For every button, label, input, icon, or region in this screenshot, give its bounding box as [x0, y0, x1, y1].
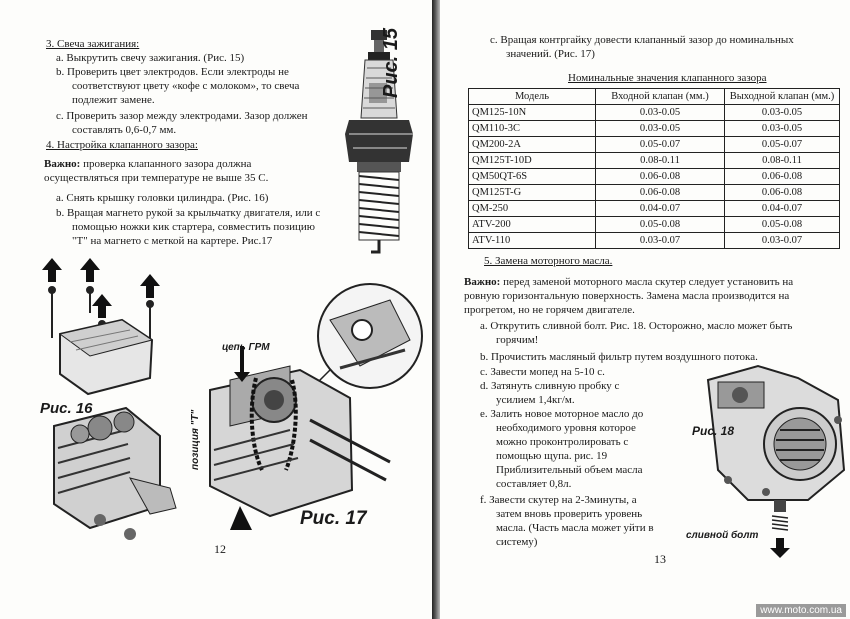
- c-item-line2: значений. (Рис. 17): [506, 48, 595, 60]
- cell-exhaust: 0.03-0.05: [725, 121, 840, 137]
- timing-chain-label: цепь ГРМ: [222, 342, 270, 353]
- s4-item-b-line1: b. Вращая магнето рукой за крыльчатку двигателя, или с: [56, 207, 321, 219]
- table-header-row: [469, 89, 840, 105]
- cell-intake: 0.05-0.07: [596, 137, 725, 153]
- table-row: [469, 105, 840, 121]
- table-row: [469, 201, 840, 217]
- oil-item-f-line4: систему): [496, 536, 538, 548]
- oil-item-e-line3: можно проконтролировать с: [496, 436, 629, 448]
- s3-item-b-line3: подлежит замене.: [72, 94, 155, 106]
- cell-exhaust: 0.04-0.07: [725, 201, 840, 217]
- oil-item-a-line2: горячим!: [496, 334, 539, 346]
- oil-item-b: b. Прочистить масляный фильтр путем воздушного потока.: [480, 351, 758, 363]
- oil-item-d-line2: усилием 1,4кг/м.: [496, 394, 575, 406]
- cell-intake: 0.06-0.08: [596, 185, 725, 201]
- oil-item-f-line2: затем вновь проверить уровень: [496, 508, 643, 520]
- c-item-line1: c. Вращая контргайку довести клапанный зазор до номинальных: [490, 34, 794, 46]
- page-number-right: 13: [654, 552, 666, 566]
- important-label: Важно:: [44, 158, 81, 170]
- cell-intake: 0.05-0.08: [596, 217, 725, 233]
- s4-item-b-line3: "T" на магнето с меткой на картере. Рис.17: [72, 235, 273, 247]
- cell-model: ATV-110: [469, 233, 596, 249]
- table-row: [469, 153, 840, 169]
- cell-exhaust: 0.06-0.08: [725, 169, 840, 185]
- table-title: Номинальные значения клапанного зазора: [568, 72, 767, 84]
- col-header-exhaust: Выходной клапан (мм.): [725, 89, 840, 105]
- cell-intake: 0.03-0.05: [596, 105, 725, 121]
- cell-model: QM-250: [469, 201, 596, 217]
- book-spine: [432, 0, 440, 619]
- cell-intake: 0.06-0.08: [596, 169, 725, 185]
- cell-intake: 0.03-0.05: [596, 121, 725, 137]
- cell-intake: 0.08-0.11: [596, 153, 725, 169]
- col-header-intake: Входной клапан (мм.): [596, 89, 725, 105]
- fig17-label: Рис. 17: [300, 508, 367, 529]
- oil-important-line3: прогретом, но не горячем двигателе.: [464, 304, 635, 316]
- table-row: [469, 137, 840, 153]
- cell-intake: 0.03-0.07: [596, 233, 725, 249]
- section-4-title: 4. Настройка клапанного зазора:: [46, 139, 198, 151]
- site-watermark: www.moto.com.ua: [756, 604, 846, 617]
- table-row: [469, 121, 840, 137]
- cell-exhaust: 0.03-0.05: [725, 105, 840, 121]
- cell-model: QM110-3C: [469, 121, 596, 137]
- cell-intake: 0.04-0.07: [596, 201, 725, 217]
- fig18-label: Рис. 18: [692, 424, 735, 438]
- oil-item-e-line2: необходимого уровня которое: [496, 422, 636, 434]
- cell-model: QM125-10N: [469, 105, 596, 121]
- oil-item-e-line6: составляет 0,8л.: [496, 478, 572, 490]
- oil-item-f-line1: f. Завести скутер на 2-3минуты, а: [480, 494, 637, 506]
- oil-important-line2: ровную горизонтальную поверхность. Замена масла производится на: [464, 290, 790, 302]
- valve-clearance-table: [468, 88, 840, 249]
- cell-exhaust: 0.05-0.07: [725, 137, 840, 153]
- oil-item-c: c. Завести мопед на 5-10 с.: [480, 366, 605, 378]
- important-note-line2: осуществляться при температуре не выше 35 С.: [44, 172, 269, 184]
- oil-item-f-line3: масла. (Часть масла может уйти в: [496, 522, 654, 534]
- important-note-line1: [44, 158, 251, 171]
- s3-item-c-line1: c. Проверить зазор между электродами. Зазор должен: [56, 110, 308, 122]
- right-page: [440, 0, 850, 619]
- s4-item-b-line2: помощью ножки кик стартера, совместить позицию: [72, 221, 316, 233]
- cell-exhaust: 0.05-0.08: [725, 217, 840, 233]
- cell-exhaust: 0.06-0.08: [725, 185, 840, 201]
- s3-item-b-line1: b. Проверить цвет электродов. Если электроды не: [56, 66, 289, 78]
- table-row: [469, 217, 840, 233]
- s3-item-c-line2: составлять 0,6-0,7 мм.: [72, 124, 177, 136]
- section-3-title: 3. Свеча зажигания:: [46, 38, 140, 50]
- oil-important-label: Важно:: [464, 276, 501, 288]
- cell-model: ATV-200: [469, 217, 596, 233]
- table-row: [469, 169, 840, 185]
- oil-important-text: перед заменой моторного масла скутер следует установить на: [500, 276, 794, 288]
- s3-item-b-line2: соответствуют цвету «кофе с молоком», то свеча: [72, 80, 300, 92]
- table-row: [469, 233, 840, 249]
- cell-model: QM50QT-6S: [469, 169, 596, 185]
- oil-item-e-line5: Приблизительный объем масла: [496, 464, 643, 476]
- timing-mark-figure: [190, 280, 428, 535]
- cell-model: QM200-2A: [469, 137, 596, 153]
- oil-item-d-line1: d. Затянуть сливную пробку с: [480, 380, 620, 392]
- oil-item-e-line1: e. Залить новое моторное масло до: [480, 408, 644, 420]
- drain-bolt-label: сливной болт: [686, 530, 759, 541]
- table-row: [469, 185, 840, 201]
- cell-model: QM125T-G: [469, 185, 596, 201]
- oil-important-line1: [464, 276, 793, 289]
- col-header-model: Модель: [469, 89, 596, 105]
- s4-item-a: a. Снять крышку головки цилиндра. (Рис. 16): [56, 192, 269, 204]
- cell-exhaust: 0.08-0.11: [725, 153, 840, 169]
- oil-item-e-line4: помощью щупа. рис. 19: [496, 450, 608, 462]
- cell-exhaust: 0.03-0.07: [725, 233, 840, 249]
- fig15-label: Рис. 15: [380, 27, 402, 98]
- oil-item-a-line1: a. Открутить сливной болт. Рис. 18. Осторожно, масло может быть: [480, 320, 793, 332]
- position-t-label: позиция "T": [190, 409, 201, 470]
- cell-model: QM125T-10D: [469, 153, 596, 169]
- important-text: проверка клапанного зазора должна: [80, 158, 252, 170]
- fig16-label: Рис. 16: [40, 400, 93, 417]
- page-number-left: 12: [214, 542, 226, 556]
- section-5-title: 5. Замена моторного масла.: [484, 255, 613, 267]
- s3-item-a: a. Выкрутить свечу зажигания. (Рис. 15): [56, 52, 245, 64]
